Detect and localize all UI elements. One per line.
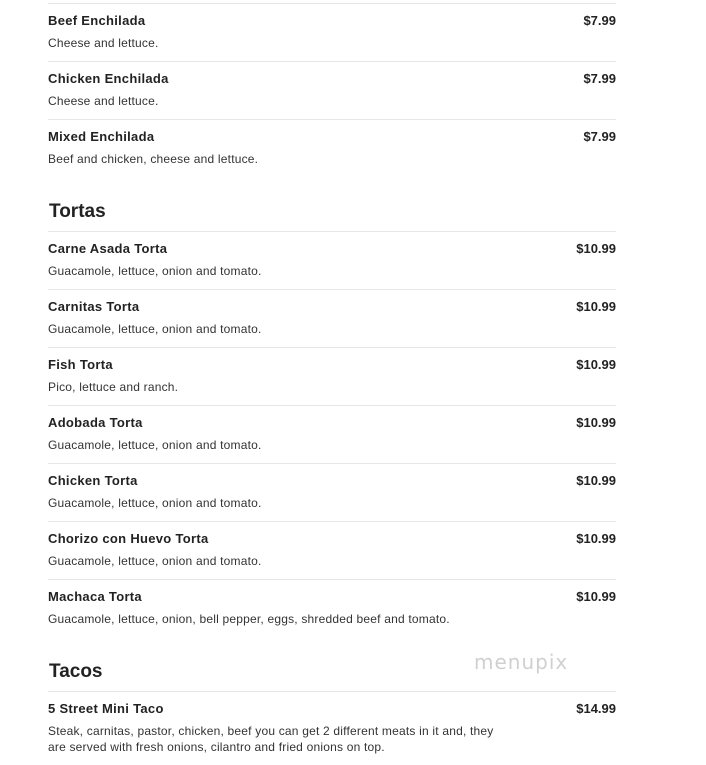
item-name: 5 Street Mini Taco xyxy=(48,701,164,716)
item-name: Mixed Enchilada xyxy=(48,129,155,144)
item-name: Fish Torta xyxy=(48,357,113,372)
item-description: Guacamole, lettuce, onion and tomato. xyxy=(48,322,262,336)
menu-item[interactable] xyxy=(48,62,616,120)
item-price: $10.99 xyxy=(576,531,616,546)
item-price: $7.99 xyxy=(583,71,616,86)
menu-item[interactable] xyxy=(48,522,616,580)
item-price: $10.99 xyxy=(576,473,616,488)
item-description: Guacamole, lettuce, onion, bell pepper, eggs, shredded beef and tomato. xyxy=(48,612,450,626)
item-description: Guacamole, lettuce, onion and tomato. xyxy=(48,554,262,568)
item-name: Chicken Enchilada xyxy=(48,71,169,86)
item-description: Beef and chicken, cheese and lettuce. xyxy=(48,152,259,166)
item-name: Carnitas Torta xyxy=(48,299,140,314)
item-name: Beef Enchilada xyxy=(48,13,146,28)
menu-item[interactable] xyxy=(48,580,616,637)
item-price: $14.99 xyxy=(576,701,616,716)
item-name: Carne Asada Torta xyxy=(48,241,168,256)
item-price: $10.99 xyxy=(576,415,616,430)
item-description: Guacamole, lettuce, onion and tomato. xyxy=(48,264,262,278)
section-enchiladas xyxy=(48,4,616,177)
item-description: Steak, carnitas, pastor, chicken, beef you can get 2 different meats in it and, they are served with fresh onions, cilantro and fried onions on top. xyxy=(48,724,494,754)
menu-item[interactable] xyxy=(48,290,616,348)
item-price: $10.99 xyxy=(576,589,616,604)
item-description: Cheese and lettuce. xyxy=(48,94,159,108)
item-name: Chorizo con Huevo Torta xyxy=(48,531,209,546)
item-description: Guacamole, lettuce, onion and tomato. xyxy=(48,496,262,510)
menu-item[interactable] xyxy=(48,120,616,177)
section-tortas xyxy=(48,177,616,637)
menu-item[interactable] xyxy=(48,692,616,765)
item-name: Chicken Torta xyxy=(48,473,138,488)
item-price: $10.99 xyxy=(576,299,616,314)
menu-item[interactable] xyxy=(48,464,616,522)
item-price: $10.99 xyxy=(576,241,616,256)
watermark-logo: menupix xyxy=(474,650,569,674)
item-description: Guacamole, lettuce, onion and tomato. xyxy=(48,438,262,452)
item-price: $7.99 xyxy=(583,13,616,28)
section-title: Tortas xyxy=(48,177,616,232)
item-description: Cheese and lettuce. xyxy=(48,36,159,50)
item-price: $7.99 xyxy=(583,129,616,144)
item-price: $10.99 xyxy=(576,357,616,372)
item-name: Machaca Torta xyxy=(48,589,142,604)
menu-item[interactable] xyxy=(48,406,616,464)
menu-item[interactable] xyxy=(48,4,616,62)
item-description: Pico, lettuce and ranch. xyxy=(48,380,179,394)
menu-item[interactable] xyxy=(48,348,616,406)
menu-item[interactable] xyxy=(48,232,616,290)
item-name: Adobada Torta xyxy=(48,415,143,430)
section-title: Tacos xyxy=(48,637,616,692)
